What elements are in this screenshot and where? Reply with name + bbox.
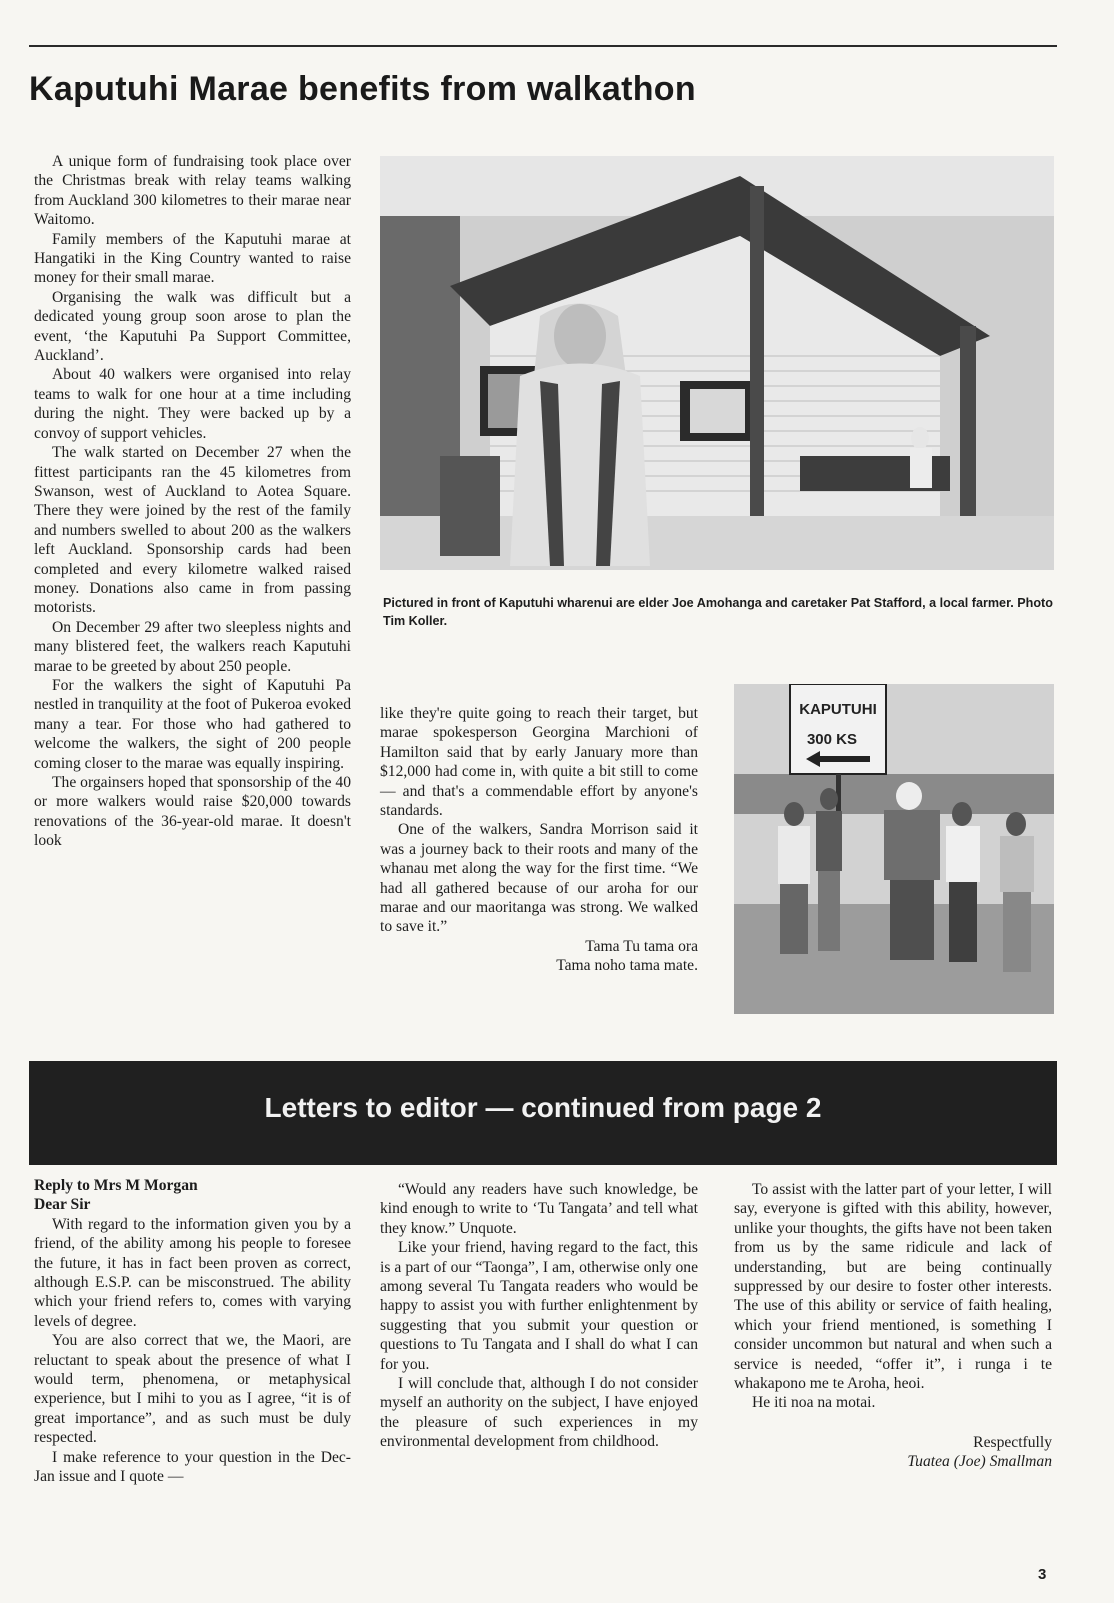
paragraph: With regard to the information given you by a friend, of the ability among his people to foresee the future, it has in fact been proven as correct, although E.S.P. can be misconstrued. The ability which your friend refers to, comes with varying levels of degree. [34,1215,351,1330]
paragraph: I make reference to your question in the Dec-Jan issue and I quote — [34,1448,351,1486]
paragraph: To assist with the latter part of your letter, I will say, everyone is gifted with this ability, however, unlike your thoughts, the gifts have not been taken from us by the same ridicule and lack of understanding, but are being continually suppressed by our desire to foster other interests. The use of this ability or service of faith healing, which your friend mentioned, is something I consider uncommon but natural and when such a service is needed, “offer it”, i runga i te whakapono me te Aroha, heoi. [734,1181,1052,1393]
letter-column-3 [734,1180,1052,1472]
sign-text-line1: KAPUTUHI [799,701,877,718]
letters-banner [29,1061,1057,1165]
letter-column-2 [380,1180,698,1452]
paragraph: He iti noa na motai. [752,1394,876,1412]
paragraph: You are also correct that we, the Maori, are reluctant to speak about the presence of what I would term, phenomena, or metaphysical experience, but I mihi to you as I agree, “it is of great importance”, and as such must be duly respected. [34,1332,351,1447]
paragraph: Like your friend, having regard to the fact, this is a part of our “Taonga”, I am, otherwise only one among several Tu Tangata readers who would be happy to assist you with further enlightenment by suggesting that you submit your question or questions to Tu Tangata and I shall do what I can for you. [380,1239,698,1373]
letter-reply-to: Reply to Mrs M Morgan [34,1177,198,1194]
paragraph: For the walkers the sight of Kaputuhi Pa nestled in tranquility at the foot of Pukeroa evoked many a tear. For those who had gathered to welcome the walkers, the sight of 200 people coming closer to the marae was equally inspiring. [34,676,351,772]
paragraph: A unique form of fundraising took place over the Christmas break with relay teams walking from Auckland 300 kilometres to their marae near Waitomo. [34,153,351,229]
top-rule [29,45,1057,47]
marae-photo-drawing [380,156,1054,570]
paragraph: On December 29 after two sleepless nights and many blistered feet, the walkers reach Kaputuhi marae to be greeted by about 250 people. [34,618,351,675]
marae-photo [380,156,1054,570]
paragraph: The orgainsers hoped that sponsorship of the 40 or more walkers would raise $20,000 towards renovations of the 36-year-old marae. It doesn't look [34,774,351,850]
paragraph: About 40 walkers were organised into relay teams to walk for one hour at a time including during the night. They were backed up by a convoy of support vehicles. [34,366,351,442]
proverb-line: Tama Tu tama ora [585,937,698,955]
paragraph: One of the walkers, Sandra Morrison said it was a journey back to their roots and many of the whanau met along the way for the first time. “We had all gathered because of our aroha for our marae and our maoritanga was strong. We walked to save it.” [380,821,698,936]
letters-banner-title: Letters to editor — continued from page 2 [264,1092,822,1123]
letter-signature: Tuatea (Joe) Smallman [907,1453,1052,1471]
article-column-2 [380,704,698,976]
letter-salutation: Dear Sir [34,1196,91,1214]
paragraph: “Would any readers have such knowledge, be kind enough to write to ‘Tu Tangata’ and tell what they know.” Unquote. [380,1181,698,1237]
photo-caption: Pictured in front of Kaputuhi wharenui are elder Joe Amohanga and caretaker Pat Stafford, a local farmer. Photo Tim Koller. [383,596,1053,628]
paragraph: I will conclude that, although I do not consider myself an authority on the subject, I have enjoyed the pleasure of such experiences in my environmental development from childhood. [380,1375,698,1451]
paragraph: like they're quite going to reach their target, but marae spokesperson Georgina Marchioni of Hamilton said that by early January more than $12,000 had come in, with quite a bit still to come — and that's a commendable effort by anyone's standards. [380,705,698,820]
letter-column-1 [34,1176,351,1487]
walkers-photo-drawing [734,684,1054,1014]
paragraph: The walk started on December 27 when the fittest participants ran the 45 kilometres from Swanson, west of Auckland to Aotea Square. There they were joined by the rest of the family and numbers swelled to about 200 as the walkers left Auckland. Sponsorship cards had been completed and every kilometre walked raised money. Donations also came in from passing motorists. [34,444,351,617]
article-headline: Kaputuhi Marae benefits from walkathon [29,70,696,108]
proverb-line: Tama noho tama mate. [556,957,698,975]
page-number: 3 [1038,1566,1047,1583]
paragraph: Organising the walk was difficult but a dedicated young group soon arose to plan the event, ‘the Kaputuhi Pa Support Committee, Auckland’. [34,288,351,365]
article-column-1 [34,152,351,851]
walkers-photo [734,684,1054,1014]
paragraph: Family members of the Kaputuhi marae at Hangatiki in the King Country wanted to raise money for their small marae. [34,230,351,287]
letter-signoff: Respectfully [973,1433,1052,1451]
sign-text-line2: 300 KS [806,731,858,748]
